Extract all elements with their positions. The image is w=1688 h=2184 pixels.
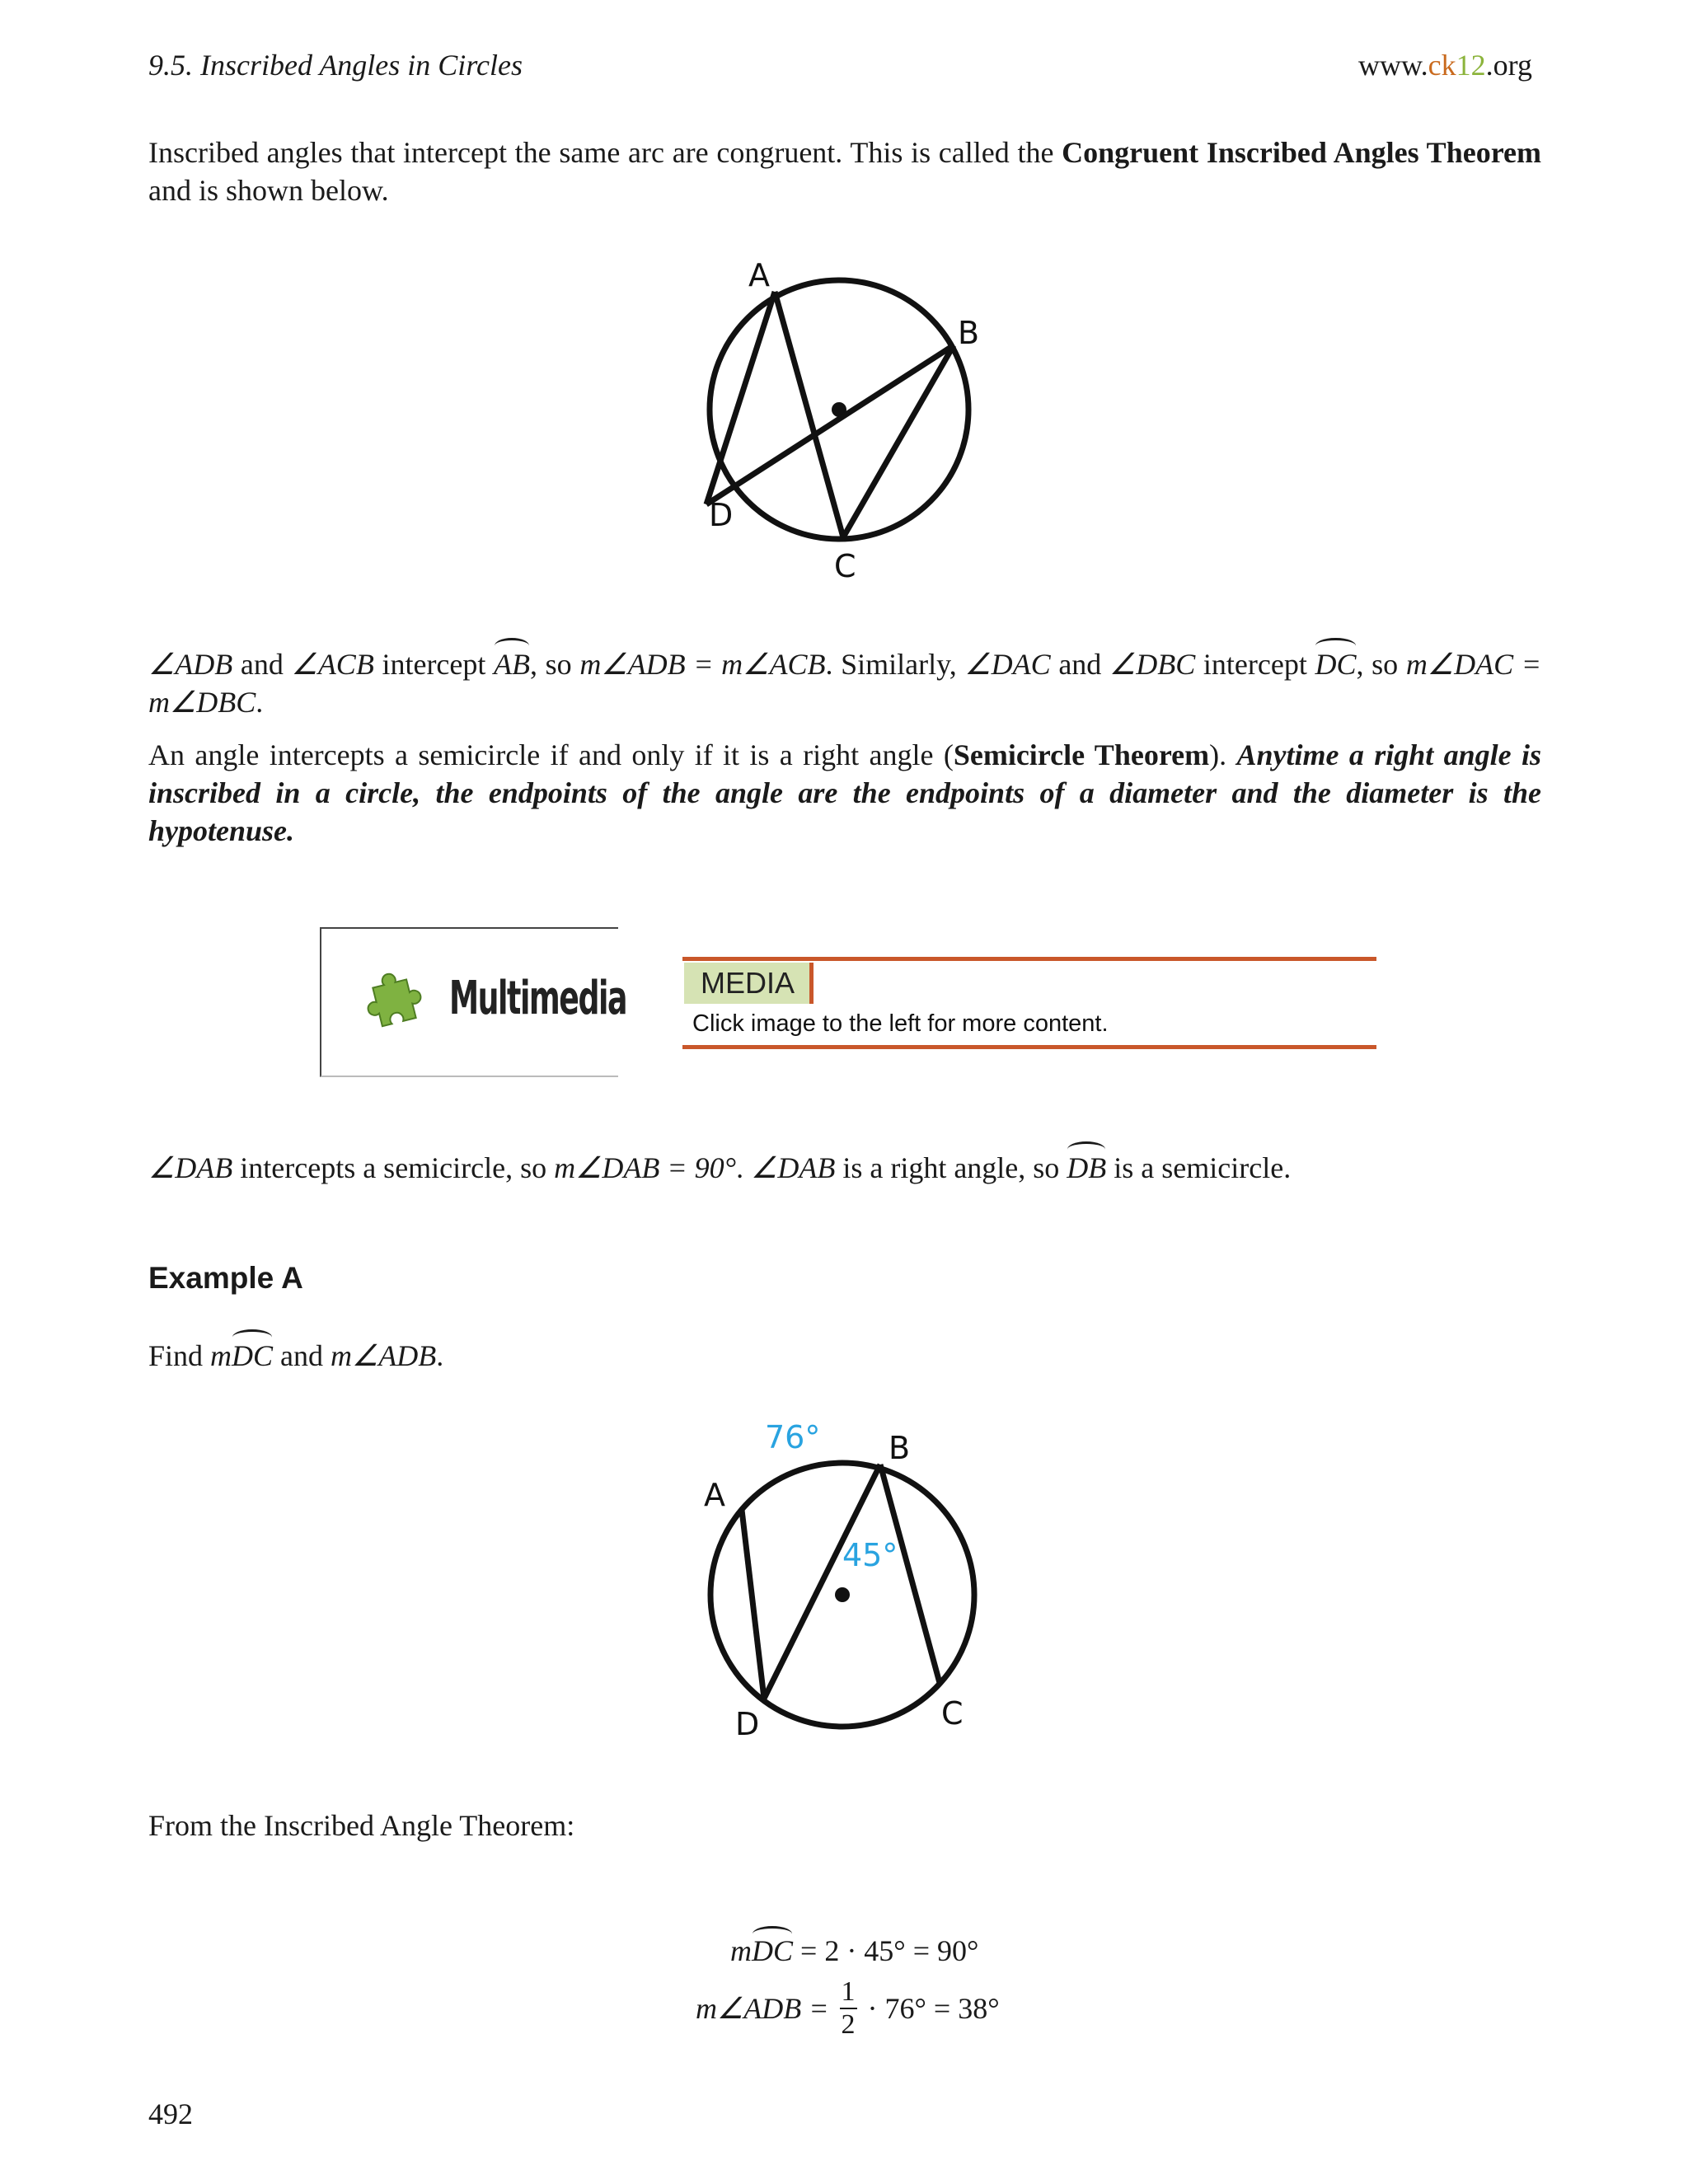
intro-theorem: Congruent Inscribed Angles Theorem <box>1062 136 1541 169</box>
angle-DAB: ∠DAB <box>148 1151 233 1184</box>
text-intercept: intercept <box>1195 648 1315 681</box>
equation-DAC-DBC: m∠DAC = m∠DBC <box>148 648 1542 719</box>
arc-DC: DC <box>1315 645 1356 683</box>
center-point <box>835 1587 850 1602</box>
angle-ACB: ∠ACB <box>291 648 374 681</box>
site-url-12: 12 <box>1456 49 1486 82</box>
semicircle-example-paragraph <box>148 1149 1541 1187</box>
label-D: D <box>735 1706 760 1742</box>
angles-paragraph <box>148 645 1541 721</box>
from-theorem-text: From the Inscribed Angle Theorem: <box>148 1809 575 1842</box>
equation-DAB-90: m∠DAB = 90° <box>554 1151 737 1184</box>
segment-BC <box>843 345 954 537</box>
semicircle-theorem: Semicircle Theorem <box>953 738 1210 771</box>
text-similarly: . Similarly, <box>825 648 965 681</box>
site-url-ck: ck <box>1428 49 1456 82</box>
intro-tail: and is shown below. <box>148 174 389 207</box>
label-C: C <box>834 548 856 584</box>
intro-paragraph <box>148 134 1541 209</box>
section-header: 9.5. Inscribed Angles in Circles <box>148 49 523 82</box>
label-B: B <box>958 315 980 351</box>
text-right-angle: is a right angle, so <box>835 1151 1067 1184</box>
text-and: and <box>273 1339 331 1372</box>
arc-DB: DB <box>1067 1149 1106 1187</box>
text-m: m <box>210 1339 232 1372</box>
arc-AB: AB <box>494 645 530 683</box>
text-and: and <box>232 648 292 681</box>
equation-rhs: = 2 · 45° = 90° <box>793 1934 979 1967</box>
site-url-suffix: .org <box>1485 49 1532 82</box>
figure-example-a <box>692 1413 997 1751</box>
fraction-denominator: 2 <box>841 2009 856 2040</box>
semicircle-paragraph <box>148 736 1541 850</box>
angle-measure-45: 45° <box>842 1537 898 1573</box>
text-intercept: intercept <box>373 648 495 681</box>
semicircle-emphasis: Anytime a right angle is inscribed in a circle, the endpoints of the angle are the endpoints of a diameter and the diameter is the hypotenuse. <box>148 738 1541 847</box>
equation-angle-ADB <box>696 1976 1000 2041</box>
text-semicircle: is a semicircle. <box>1106 1151 1292 1184</box>
segment-AD <box>742 1510 764 1699</box>
media-tag: MEDIA <box>684 963 814 1004</box>
page-number: 492 <box>148 2097 193 2130</box>
arc-DC: DC <box>232 1337 273 1375</box>
example-prompt <box>148 1337 1541 1375</box>
angle-DAB: ∠DAB <box>751 1151 836 1184</box>
multimedia-image-link[interactable] <box>320 927 626 1077</box>
media-note: Click image to the left for more content. <box>692 1010 1109 1037</box>
site-url-prefix: www. <box>1358 49 1428 82</box>
segment-BD <box>764 1465 880 1699</box>
angle-ADB: ∠ADB <box>148 648 233 681</box>
equation-arc-DC <box>730 1933 978 1968</box>
example-title: Example A <box>148 1261 303 1295</box>
angle-DAC: ∠DAC <box>964 648 1051 681</box>
label-A: A <box>748 257 770 293</box>
text-intercepts: intercepts a semicircle, so <box>232 1151 555 1184</box>
text-period: . <box>736 1151 752 1184</box>
label-B: B <box>889 1430 911 1466</box>
equation-rhs: · 76° = 38° <box>860 1992 1000 2025</box>
multimedia-label: Multimedia <box>449 972 626 1025</box>
media-box <box>682 957 1376 1049</box>
equation-ADB-ACB: m∠ADB = m∠ACB <box>579 648 826 681</box>
label-C: C <box>941 1695 964 1732</box>
intro-text: Inscribed angles that intercept the same arc are congruent. This is called the <box>148 136 1062 169</box>
figure-congruent-angles <box>692 251 997 598</box>
label-A: A <box>704 1477 725 1513</box>
text-so: , so <box>1356 648 1406 681</box>
text-so: , so <box>530 648 580 681</box>
segment-AC <box>775 292 843 537</box>
puzzle-icon <box>361 972 427 1038</box>
angle-ADB: m∠ADB <box>331 1339 437 1372</box>
arc-measure-76: 76° <box>765 1419 821 1455</box>
text-and: and <box>1050 648 1109 681</box>
text-period: . <box>436 1339 444 1372</box>
angle-DBC: ∠DBC <box>1109 648 1196 681</box>
fraction-one-half <box>840 1976 857 2041</box>
equation-lhs: m∠ADB = <box>696 1992 837 2025</box>
site-url[interactable] <box>1358 48 1532 82</box>
text-find: Find <box>148 1339 211 1372</box>
fraction-numerator: 1 <box>840 1976 857 2009</box>
arc-DC: DC <box>752 1934 794 1967</box>
semicircle-close: ). <box>1209 738 1237 771</box>
text-period: . <box>256 686 264 719</box>
label-D: D <box>709 497 734 533</box>
text-m: m <box>730 1934 752 1967</box>
semicircle-text: An angle intercepts a semicircle if and only if it is a right angle ( <box>148 738 954 771</box>
